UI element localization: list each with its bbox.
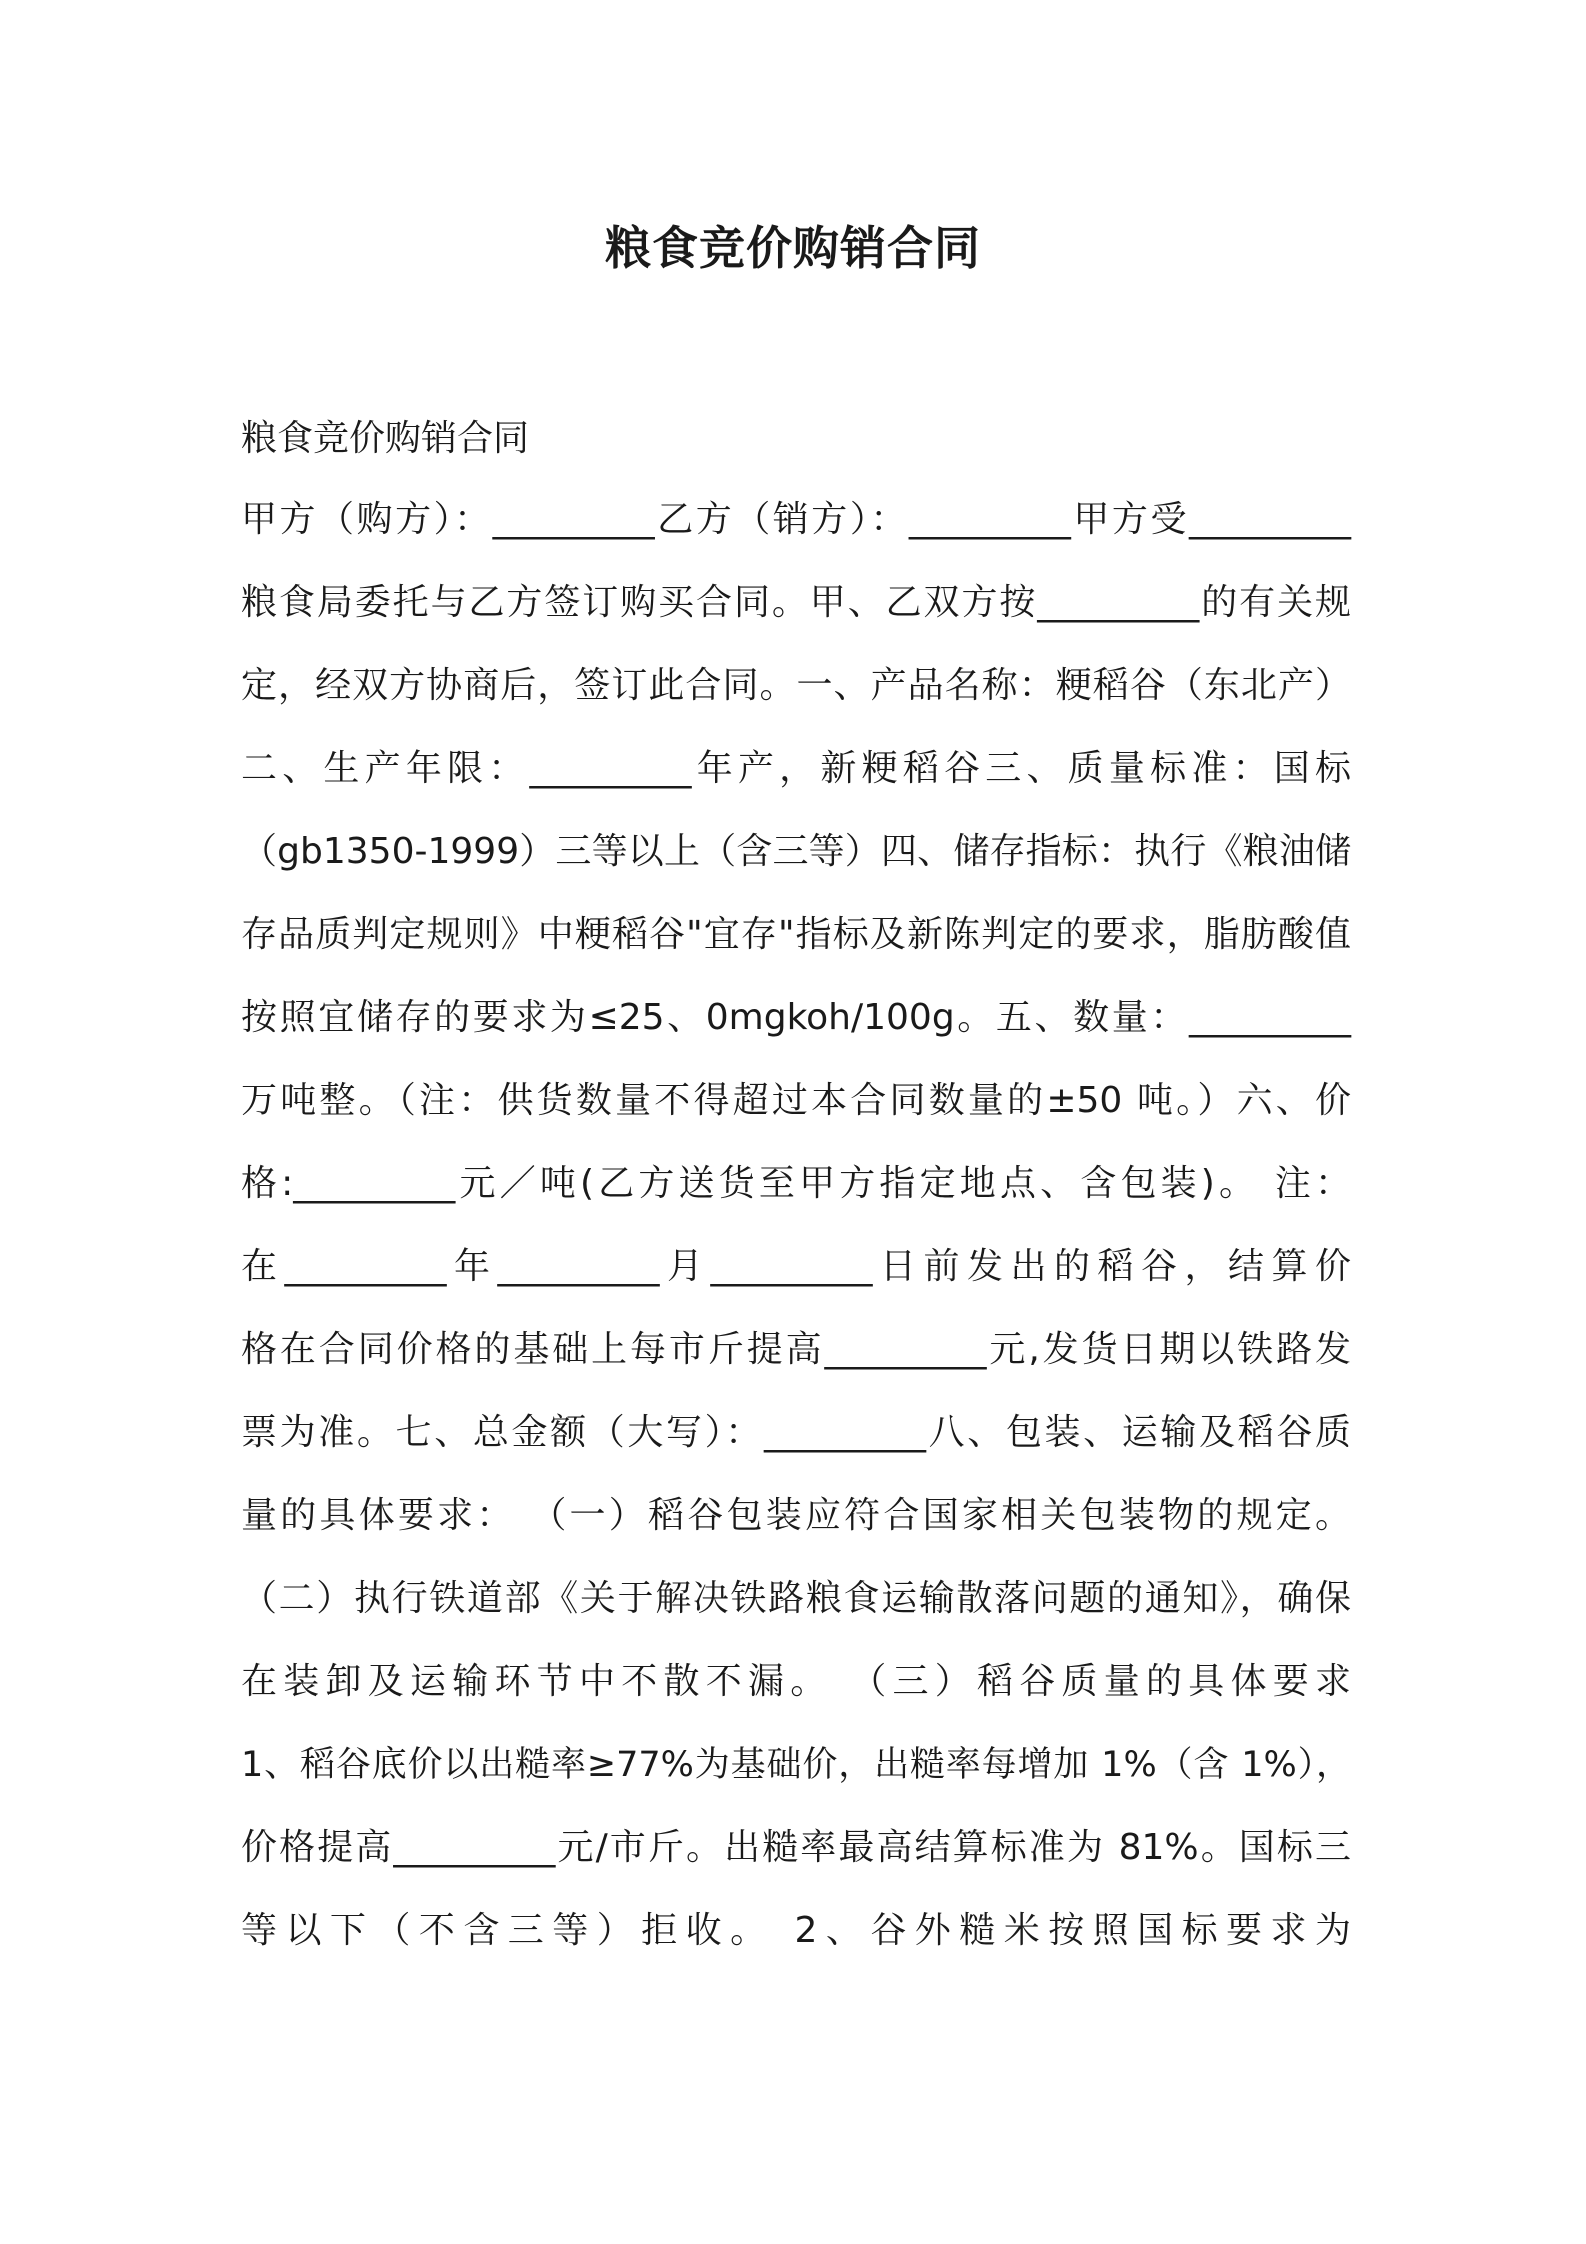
- body-line: 格:_________元／吨(乙方送货至甲方指定地点、含包装)。 注：: [241, 1163, 1351, 1204]
- body-line: 等以下（不含三等）拒收。 2、谷外糙米按照国标要求为: [241, 1910, 1351, 1951]
- body-line: 票为准。七、总金额（大写）：_________八、包装、运输及稻谷质: [241, 1412, 1351, 1453]
- body-line: 格在合同价格的基础上每市斤提高_________元,发货日期以铁路发: [241, 1329, 1351, 1370]
- body-line: 二、生产年限：_________年产，新粳稻谷三、质量标准：国标: [241, 748, 1351, 789]
- document-title: 粮食竞价购销合同: [605, 221, 981, 275]
- body-line: 粮食局委托与乙方签订购买合同。甲、乙双方按_________的有关规: [241, 582, 1351, 623]
- body-line: 万吨整。（注：供货数量不得超过本合同数量的±50 吨。）六、价: [241, 1080, 1351, 1121]
- body-line: 存品质判定规则》中粳稻谷"宜存"指标及新陈判定的要求，脂肪酸值: [241, 914, 1351, 955]
- body-line: 甲方（购方）：_________乙方（销方）：_________甲方受_________: [241, 499, 1351, 540]
- body-line: 定，经双方协商后，签订此合同。一、产品名称：粳稻谷（东北产）: [241, 665, 1351, 706]
- body-line: 在装卸及运输环节中不散不漏。 （三）稻谷质量的具体要求: [241, 1661, 1351, 1702]
- body-line: 1、稻谷底价以出糙率≥77%为基础价，出糙率每增加 1%（含 1%），: [241, 1745, 1351, 1785]
- body-line: 量的具体要求： （一）稻谷包装应符合国家相关包装物的规定。: [241, 1495, 1351, 1536]
- body-line: 在_________年_________月_________日前发出的稻谷，结算价: [241, 1246, 1351, 1287]
- body-line: （二）执行铁道部《关于解决铁路粮食运输散落问题的通知》，确保: [241, 1578, 1351, 1619]
- body-line: （gb1350-1999）三等以上（含三等）四、储存指标：执行《粮油储: [241, 831, 1351, 872]
- body-line: 价格提高_________元/市斤。出糙率最高结算标准为 81%。国标三: [241, 1827, 1351, 1868]
- contract-body: [241, 490, 1351, 1984]
- document-subtitle: 粮食竞价购销合同: [241, 418, 530, 459]
- body-line: 按照宜储存的要求为≤25、0mgkoh/100g。五、数量：_________: [241, 997, 1351, 1038]
